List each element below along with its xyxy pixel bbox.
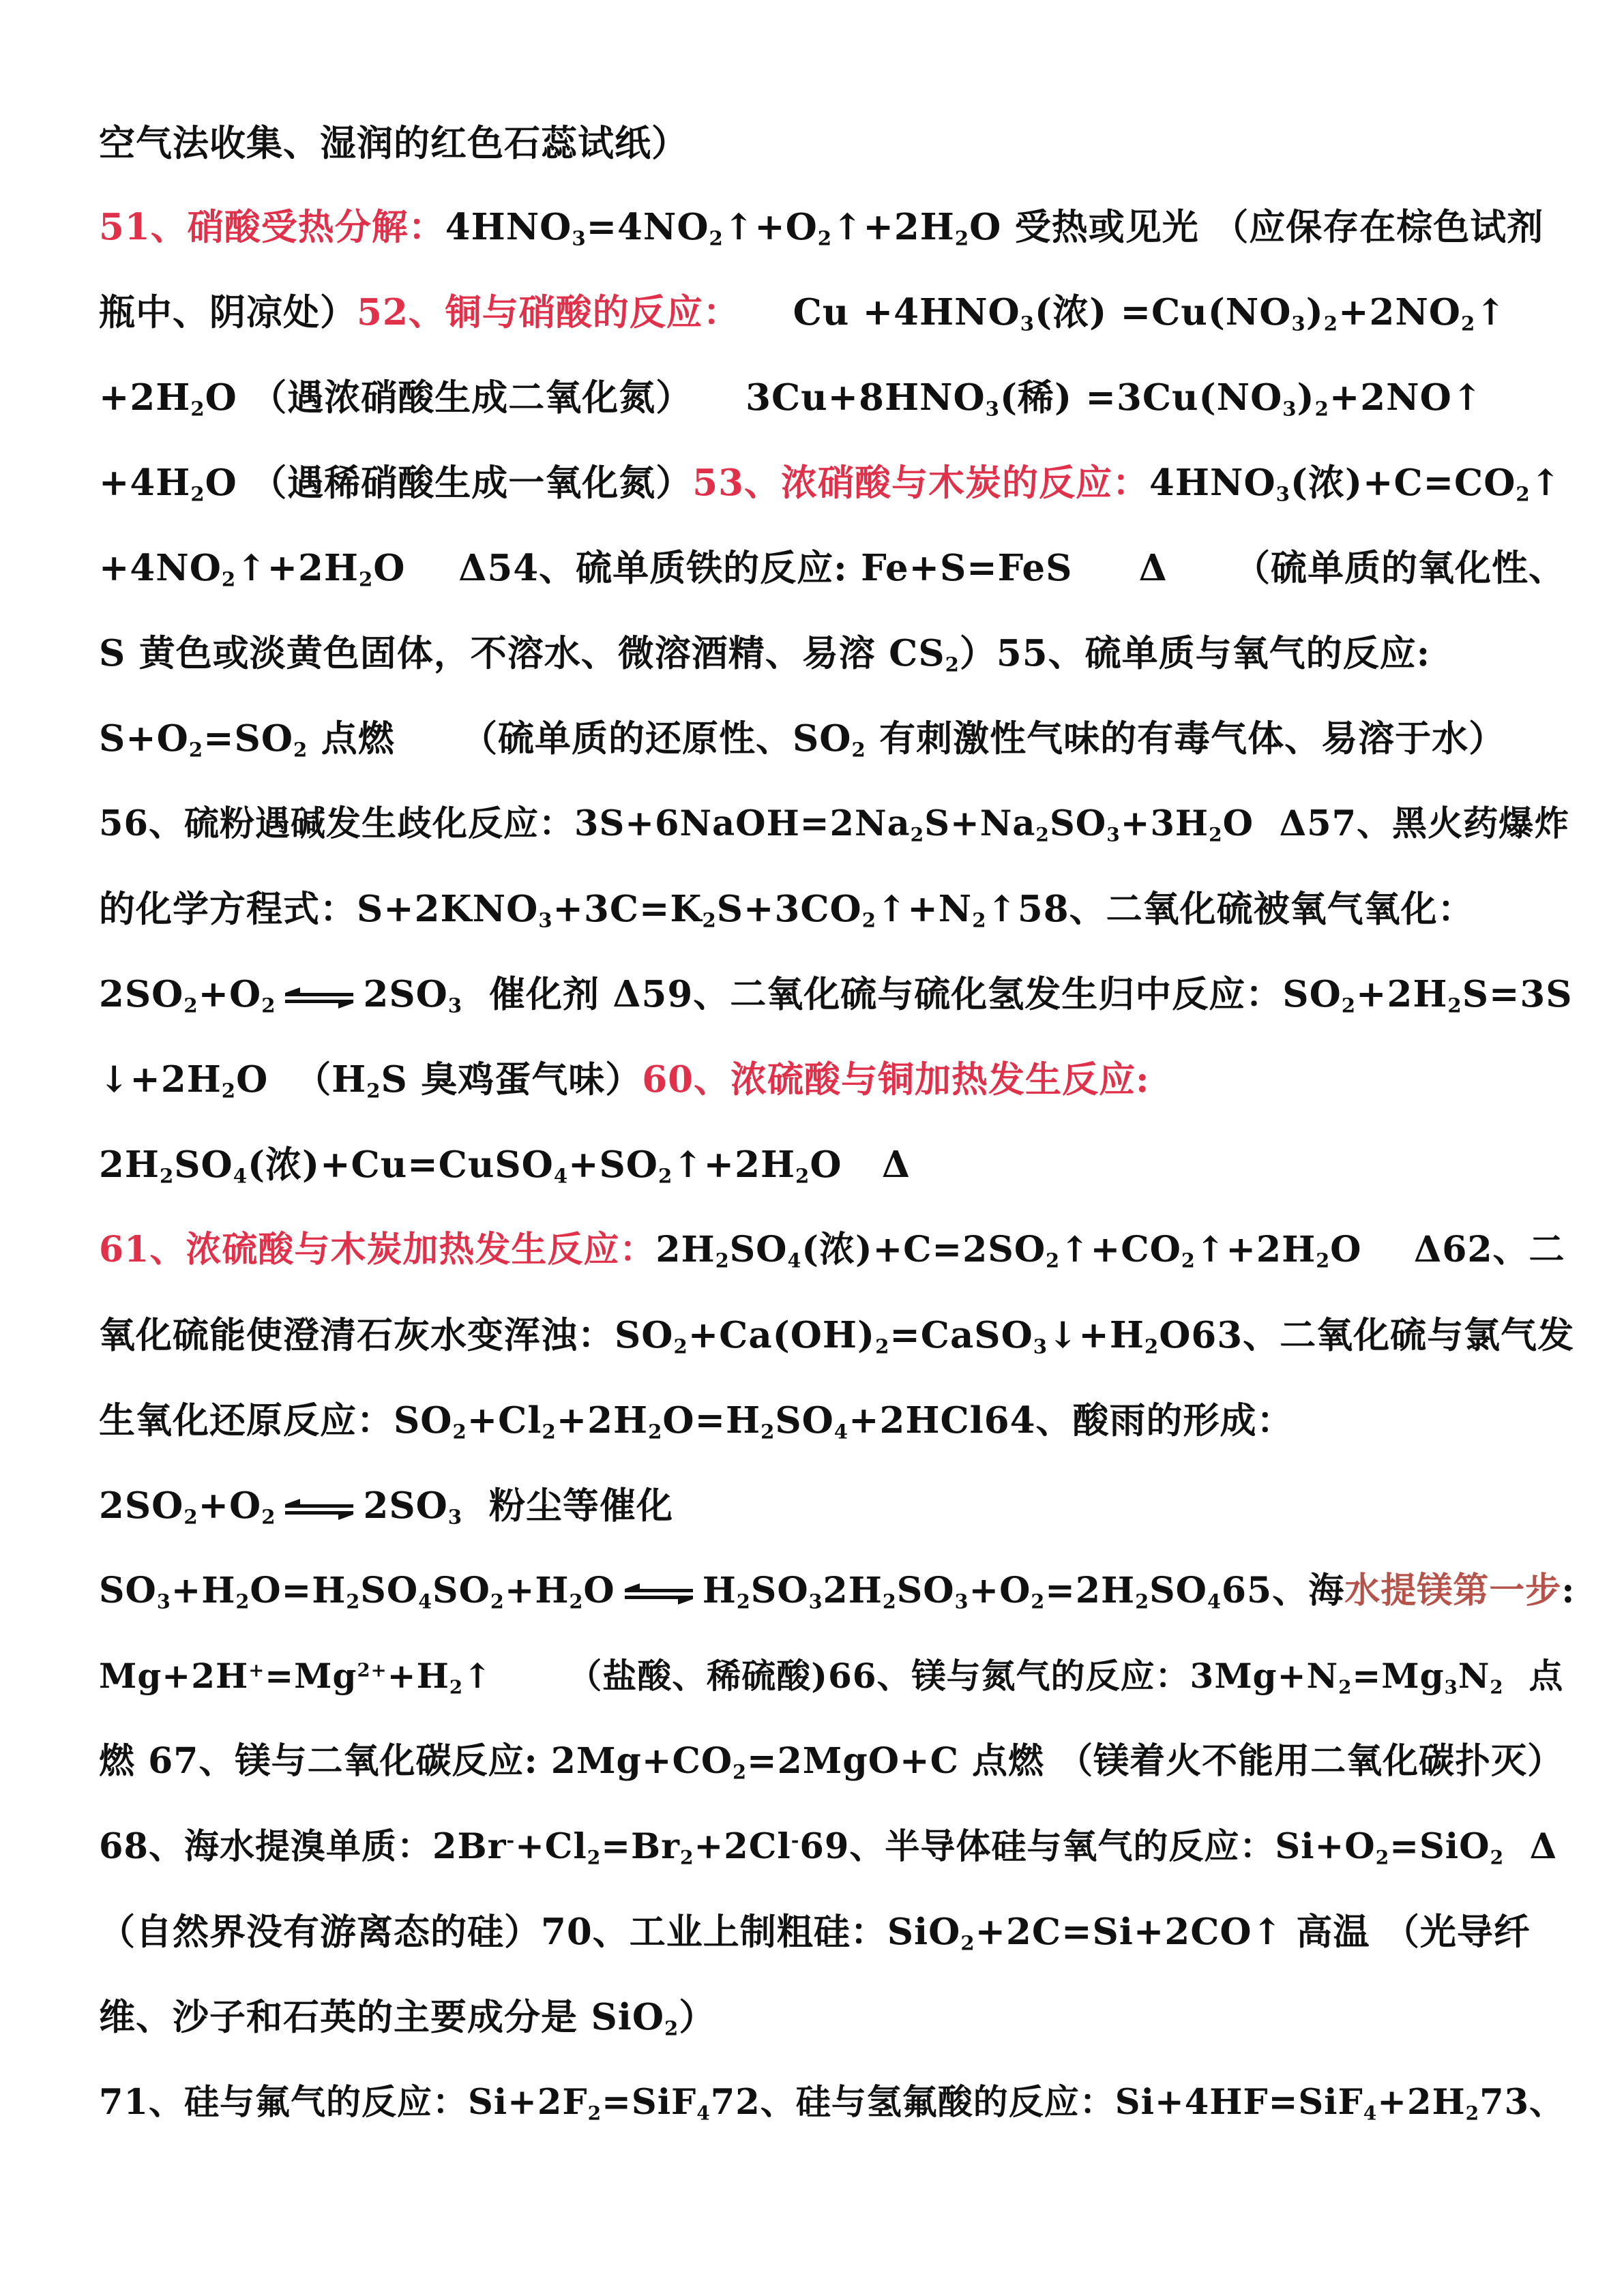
text-line-24: 71、硅与氟气的反应：$Si+2F_2=SiF_472$、硅与氢氟酸的反应：$Si+4HF=SiF_4+2H_273$、	[99, 2082, 1565, 2125]
text-line-18: $SO_3+H_2O=H_2SO_4SO_2+H_2O$ $H_2SO_32H_2SO_3+O_2=2H_2SO_465$、海水提镁第一步:	[99, 1570, 1576, 1613]
text-line-17: $2SO_2+O_2$ $2SO_3$ 粉尘等催化	[99, 1485, 673, 1529]
text-line-1: 空气法收集、湿润的红色石蕊试纸）	[99, 122, 688, 164]
heading-51: 51、硝酸受热分解：	[99, 206, 445, 248]
text-line-22: （自然界没有游离态的硅）70、工业上制粗硅：SiO$_2$+2C=Si+2CO↑ 高温 （光导纤	[99, 1911, 1531, 1955]
text-line-14: 61、浓硫酸与木炭加热发生反应：$2H_2SO_4$(浓)$+C=2SO_2↑+CO_2↑+2H_2O$ Δ62、二	[99, 1229, 1565, 1272]
text-line-9: 56、硫粉遇碱发生歧化反应：$3S+6NaOH=2Na_2S+Na_2SO_3+3H_2O$ Δ57、黑火药爆炸	[99, 803, 1570, 846]
text-line-15: 氧化硫能使澄清石灰水变浑浊：$SO_2+Ca(OH)_2=CaSO_3↓+H_2O63$、二氧化硫与氯气发	[99, 1314, 1575, 1358]
text-line-2: 51、硝酸受热分解：$4HNO_3=4NO_2↑+O_2↑+2H_2O$ 受热或见光 （应保存在棕色试剂	[99, 206, 1544, 250]
text-line-3: 瓶中、阴凉处）52、铜与硝酸的反应： $Cu +4HNO_3$(浓) $=Cu(NO_3)_2+2NO_2↑$	[99, 291, 1507, 336]
equilibrium-arrow-icon	[621, 1585, 697, 1602]
heading-61: 61、浓硫酸与木炭加热发生反应：	[99, 1229, 656, 1270]
heading-65-highlight: 水提镁第一步	[1344, 1570, 1562, 1611]
heading-60: 60、浓硫酸与铜加热发生反应:	[642, 1058, 1150, 1101]
equilibrium-arrow-icon	[281, 1500, 357, 1518]
text-line-7: S 黄色或淡黄色固体，不溶水、微溶酒精、易溶 $CS_2)55$、硫单质与氧气的反应:	[99, 632, 1431, 676]
equilibrium-arrow-icon	[281, 989, 357, 1007]
text-line-4: $+2H_2O$ （遇浓硝酸生成二氧化氮） $3Cu+8HNO_3$(稀) $=3Cu(NO_3)_2+2NO↑$	[99, 376, 1483, 421]
text-line-13: $2H_2SO_4$(浓)$+Cu=CuSO_4+SO_2↑+2H_2O$ Δ	[99, 1144, 911, 1188]
text-line-6: $+4NO_2↑+2H_2O$ Δ54、硫单质铁的反应: Fe+S=FeS Δ （硫单质的氧化性、	[99, 547, 1566, 591]
heading-53: 53、浓硝酸与木炭的反应：	[692, 462, 1150, 504]
text-line-16: 生氧化还原反应：$SO_2+Cl_2+2H_2O=H_2SO_4+2HCl64$、酸雨的形成：	[99, 1399, 1294, 1444]
text-line-20: 燃 67、镁与二氧化碳反应: $2Mg+CO_2=2MgO+C$ 点燃 （镁着火不能用二氧化碳扑灭）	[99, 1740, 1564, 1784]
heading-52: 52、铜与硝酸的反应：	[357, 291, 740, 333]
text-line-5: $+4H_2O$ （遇稀硝酸生成一氧化氮）53、浓硝酸与木炭的反应：$4HNO_3$(浓)$+C=CO_2↑$	[99, 462, 1562, 506]
text-line-11: $2SO_2+O_2$ $2SO_3$ 催化剂 Δ59、二氧化硫与硫化氢发生归中反应：$SO_2+2H_2S=3S$	[99, 973, 1573, 1017]
text-line-23: 维、沙子和石英的主要成分是 SiO$_2$）	[99, 1996, 716, 2040]
text-line-8: $S+O_2=SO_2$ 点燃 （硫单质的还原性、$SO_2$ 有刺激性气味的有毒气体、易溶于水）	[99, 717, 1506, 762]
text-line-10: 的化学方程式：$S+2KNO_3+3C=K_2S+3CO_2↑+N_2↑58$、二氧化硫被氧气氧化：	[99, 888, 1475, 932]
text-line-21: 68、海水提溴单质：$2Br^-+Cl_2=Br_2+2Cl^-69$、半导体硅与氧气的反应：$Si+O_2=SiO_2$ Δ	[99, 1826, 1558, 1869]
text-line-12: $↓+2H_2O$ （$H_2S$ 臭鸡蛋气味）60、浓硫酸与铜加热发生反应:	[99, 1058, 1150, 1103]
text-line-19: $Mg+2H^+=Mg^{2+}+H_2↑$ （盐酸、稀硫酸)66、镁与氮气的反应：$3Mg+N_2=Mg_3N_2$ 点	[99, 1656, 1564, 1699]
